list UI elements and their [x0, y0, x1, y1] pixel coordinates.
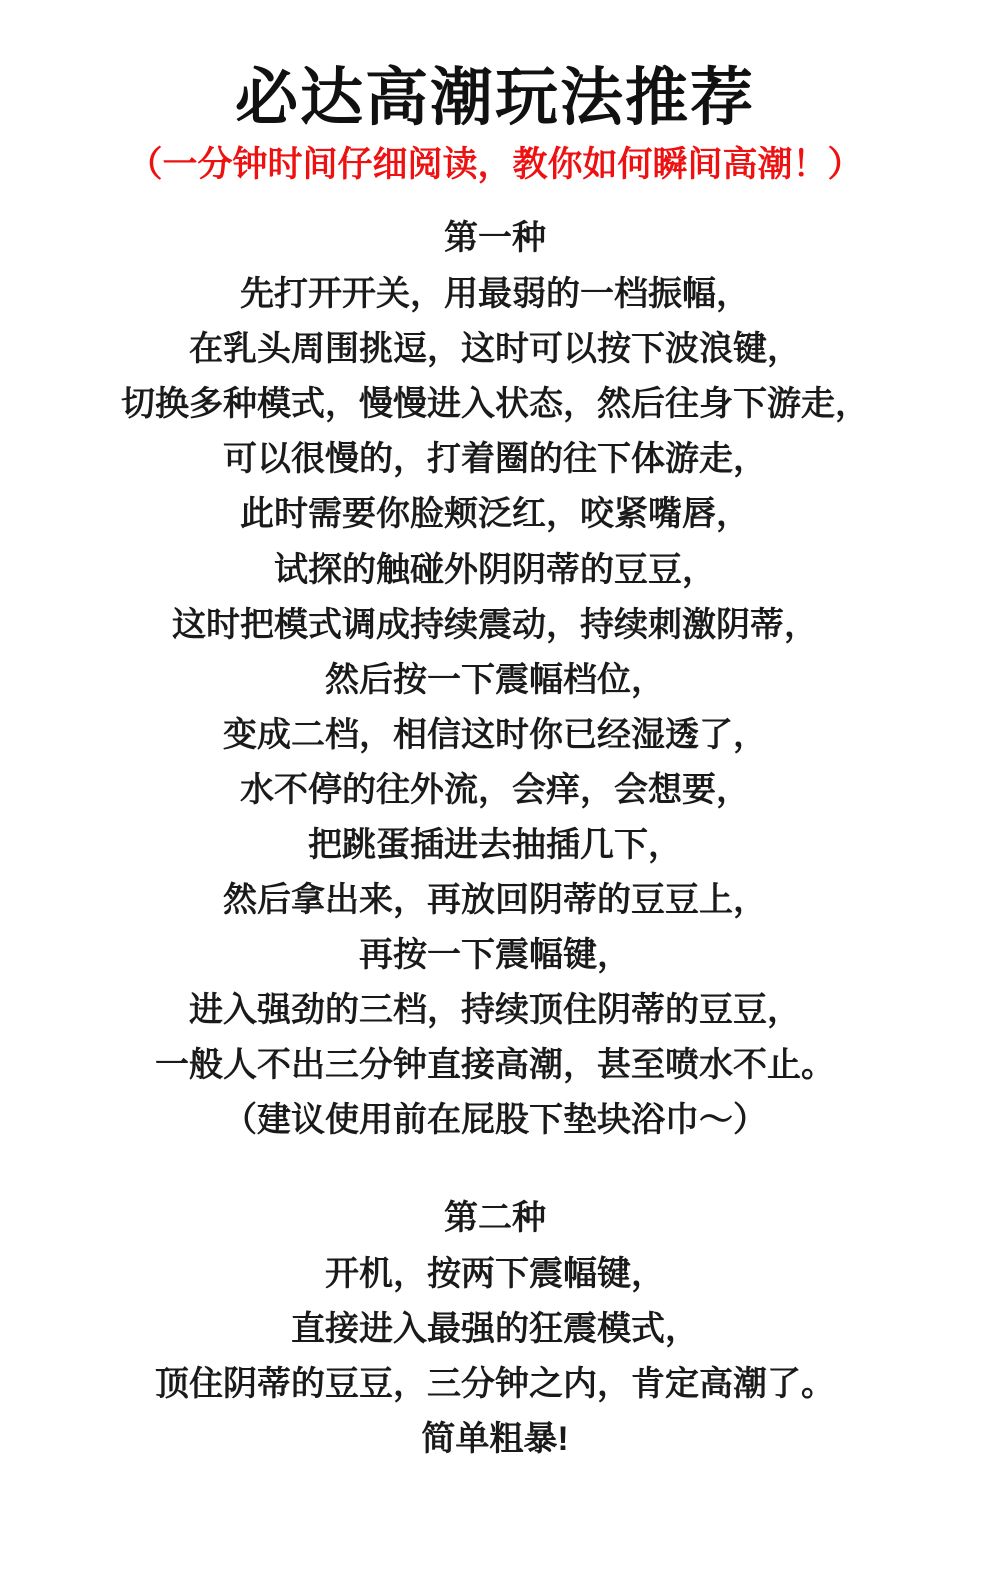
- body-line: 切换多种模式，慢慢进入状态，然后往身下游走，: [121, 385, 869, 424]
- body-line: 把跳蛋插进去抽插几下，: [308, 825, 682, 864]
- body-line: 然后按一下震幅档位，: [325, 660, 665, 699]
- body-line: 变成二档，相信这时你已经湿透了，: [223, 715, 767, 754]
- body-line: 在乳头周围挑逗，这时可以按下波浪键，: [189, 330, 801, 369]
- body-line: 先打开开关，用最弱的一档振幅，: [240, 275, 750, 314]
- body-line: 再按一下震幅键，: [359, 936, 631, 975]
- body-line: 一般人不出三分钟直接高潮，甚至喷水不止。: [155, 1046, 835, 1085]
- body-line: 这时把模式调成持续震动，持续刺激阴蒂，: [172, 605, 818, 644]
- body-line: 简单粗暴!: [421, 1420, 569, 1459]
- body-line: 水不停的往外流，会痒，会想要，: [240, 770, 750, 809]
- body-line: 直接进入最强的狂震模式，: [291, 1310, 699, 1349]
- body-line: 开机，按两下震幅键，: [325, 1255, 665, 1294]
- section-first: [40, 212, 950, 1148]
- body-line: 试探的触碰外阴阴蒂的豆豆，: [274, 550, 716, 589]
- section-heading: 第二种: [444, 1199, 546, 1238]
- section-heading: 第一种: [444, 219, 546, 258]
- body-line: （建议使用前在屁股下垫块浴巾～）: [223, 1101, 767, 1140]
- body-line: 可以很慢的，打着圈的往下体游走，: [223, 440, 767, 479]
- page-title: 必达高潮玩法推荐: [235, 63, 755, 133]
- section-second: [40, 1192, 950, 1467]
- page-subtitle: （一分钟时间仔细阅读，教你如何瞬间高潮！）: [127, 145, 863, 185]
- body-line: 顶住阴蒂的豆豆，三分钟之内，肯定高潮了。: [155, 1365, 835, 1404]
- body-line: 进入强劲的三档，持续顶住阴蒂的豆豆，: [189, 991, 801, 1030]
- body-line: 此时需要你脸颊泛红，咬紧嘴唇，: [240, 495, 750, 534]
- body-line: 然后拿出来，再放回阴蒂的豆豆上，: [223, 880, 767, 919]
